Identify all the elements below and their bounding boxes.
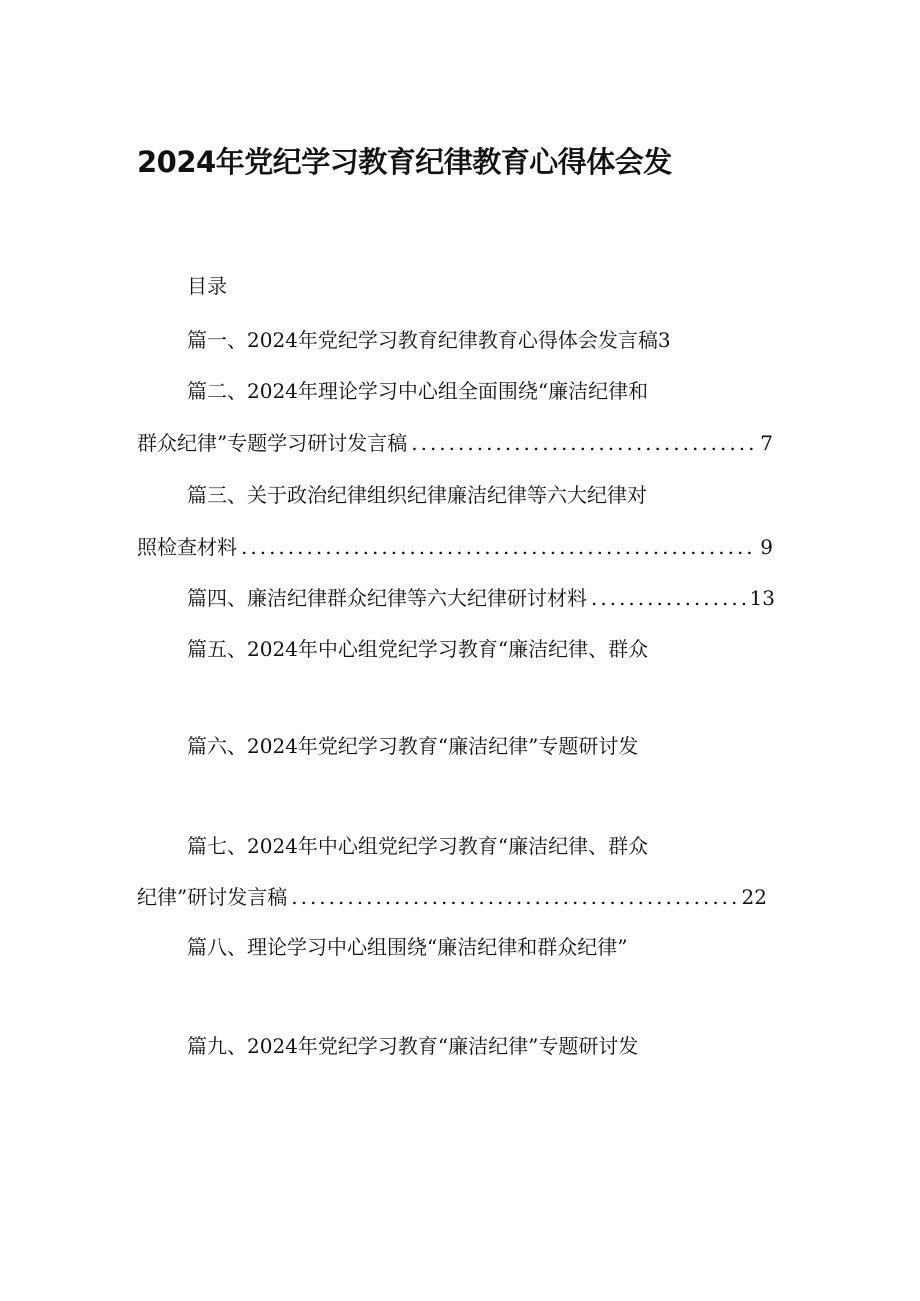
toc-entry-text: 篇五、2024年中心组党纪学习教育“廉洁纪律、群众 (187, 637, 649, 661)
toc-entry-text: 篇九、2024年党纪学习教育“廉洁纪律”专题研讨发 (187, 1034, 639, 1058)
toc-entry-text: 篇一、2024年党纪学习教育纪律教育心得体会发言稿3 (187, 328, 671, 352)
toc-entry-5[interactable] (187, 631, 648, 667)
toc-entry-8[interactable] (187, 929, 627, 965)
toc-heading: 目录 (187, 274, 227, 298)
toc-entry-text: 篇二、2024年理论学习中心组全面围绕“廉洁纪律和 (187, 379, 649, 403)
toc-entry-text: 篇三、关于政治纪律组织纪律廉洁纪律等六大纪律对 (187, 483, 647, 507)
toc-page-number: 7 (760, 431, 773, 455)
toc-leader-dots (411, 425, 756, 461)
toc-entry-text: 纪律”研讨发言稿 (137, 885, 288, 909)
toc-page-number: 22 (741, 885, 767, 909)
toc-entry-text: 照检查材料 (137, 535, 237, 559)
toc-leader-dots (291, 879, 737, 915)
toc-page-number: 9 (760, 535, 773, 559)
toc-entry-9[interactable] (187, 1028, 638, 1064)
toc-entry-text: 群众纪律”专题学习研讨发言稿 (137, 431, 408, 455)
toc-entry-3-continuation[interactable] (137, 529, 773, 565)
toc-entry-text: 篇四、廉洁纪律群众纪律等六大纪律研讨材料 (187, 586, 587, 610)
toc-entry-2-continuation[interactable] (137, 425, 773, 461)
toc-entry-6[interactable] (187, 728, 638, 764)
toc-entry-2[interactable] (187, 373, 648, 409)
document-title: 2024年党纪学习教育纪律教育心得体会发 (137, 145, 672, 179)
toc-entry-text: 篇八、理论学习中心组围绕“廉洁纪律和群众纪律” (187, 935, 628, 959)
toc-entry-7-continuation[interactable] (137, 879, 767, 915)
toc-entry-text: 篇七、2024年中心组党纪学习教育“廉洁纪律、群众 (187, 834, 649, 858)
toc-entry-3[interactable] (187, 477, 647, 513)
toc-entry-text: 篇六、2024年党纪学习教育“廉洁纪律”专题研讨发 (187, 734, 639, 758)
toc-page-number: 13 (749, 586, 775, 610)
toc-entry-4[interactable] (187, 580, 775, 616)
toc-leader-dots (591, 580, 746, 616)
toc-entry-1[interactable] (187, 322, 671, 358)
toc-leader-dots (241, 529, 756, 565)
toc-entry-7[interactable] (187, 828, 648, 864)
